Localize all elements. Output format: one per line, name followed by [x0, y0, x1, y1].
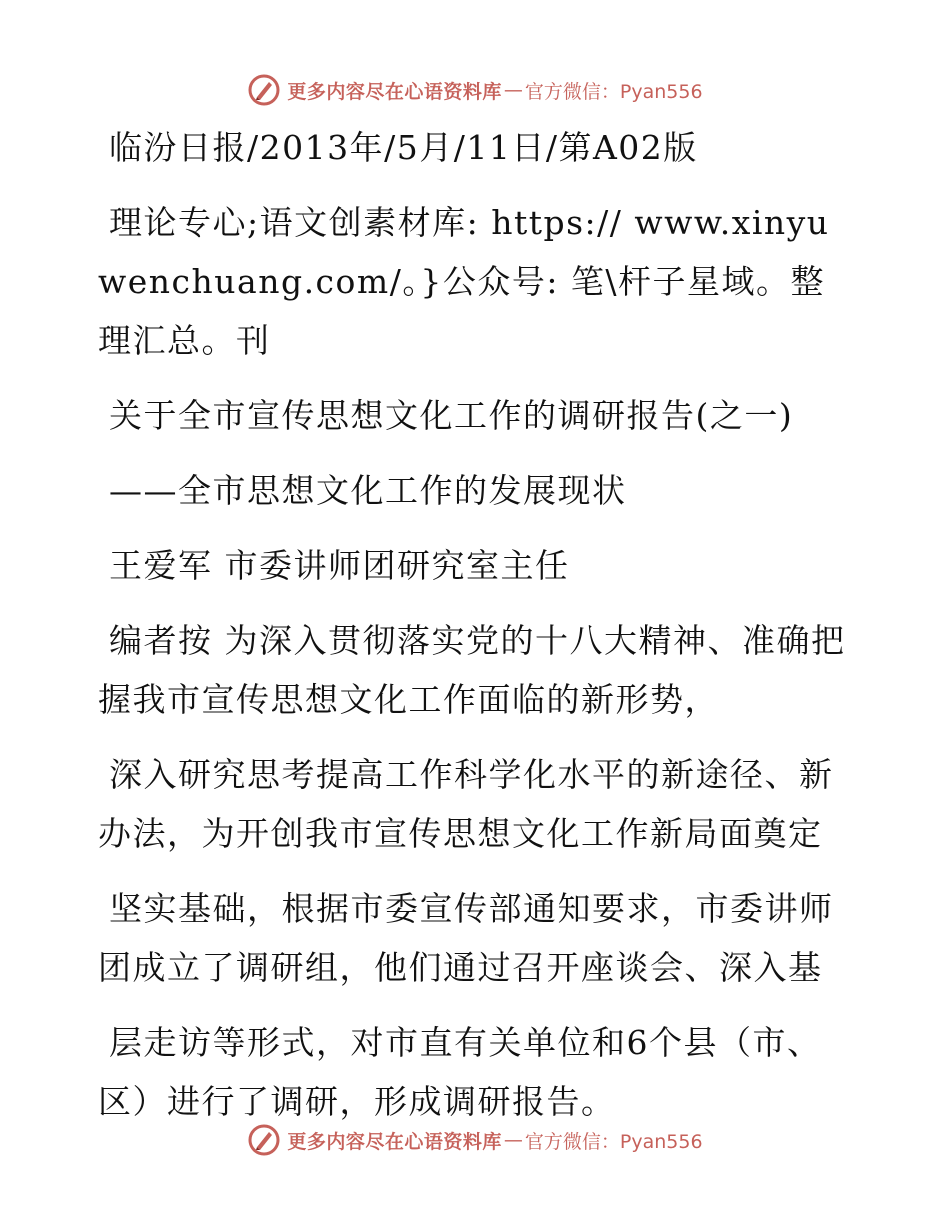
document-body: [98, 118, 858, 1147]
banner-dash: —: [503, 1129, 523, 1151]
banner-main-text: 更多内容尽在心语资料库: [287, 1130, 502, 1153]
paragraph: 理论专心;语文创素材库: https:// www.xinyuwenchuang.com/。}公众号: 笔\杆子星域。整理汇总。刊: [98, 203, 830, 360]
article-title: 关于全市宣传思想文化工作的调研报告(之一): [109, 396, 794, 435]
paragraph: 临汾日报/2013年/5月/11日/第A02版: [109, 128, 698, 167]
paragraph: 编者按 为深入贯彻落实党的十八大精神、准确把握我市宣传思想文化工作面临的新形势，: [98, 621, 846, 719]
author-line: 王爱军 市委讲师团研究室主任: [109, 546, 570, 585]
banner-dash: —: [503, 79, 523, 101]
footer-banner: [0, 1120, 950, 1160]
banner-wechat-text: 官方微信：Pyan556: [524, 1130, 703, 1153]
banner-main-text: 更多内容尽在心语资料库: [287, 80, 502, 103]
article-subtitle: ——全市思想文化工作的发展现状: [109, 471, 627, 510]
paragraph: 深入研究思考提高工作科学化水平的新途径、新办法，为开创我市宣传思想文化工作新局面奠定: [98, 755, 834, 853]
paragraph: 坚实基础，根据市委宣传部通知要求，市委讲师团成立了调研组，他们通过召开座谈会、深入基: [98, 889, 834, 987]
pen-circle-icon: [247, 73, 281, 107]
paragraph: 层走访等形式，对市直有关单位和6个县（市、区）进行了调研，形成调研报告。: [98, 1023, 822, 1121]
pen-circle-icon: [247, 1123, 281, 1157]
banner-wechat-text: 官方微信：Pyan556: [524, 80, 703, 103]
header-banner: [0, 70, 950, 110]
